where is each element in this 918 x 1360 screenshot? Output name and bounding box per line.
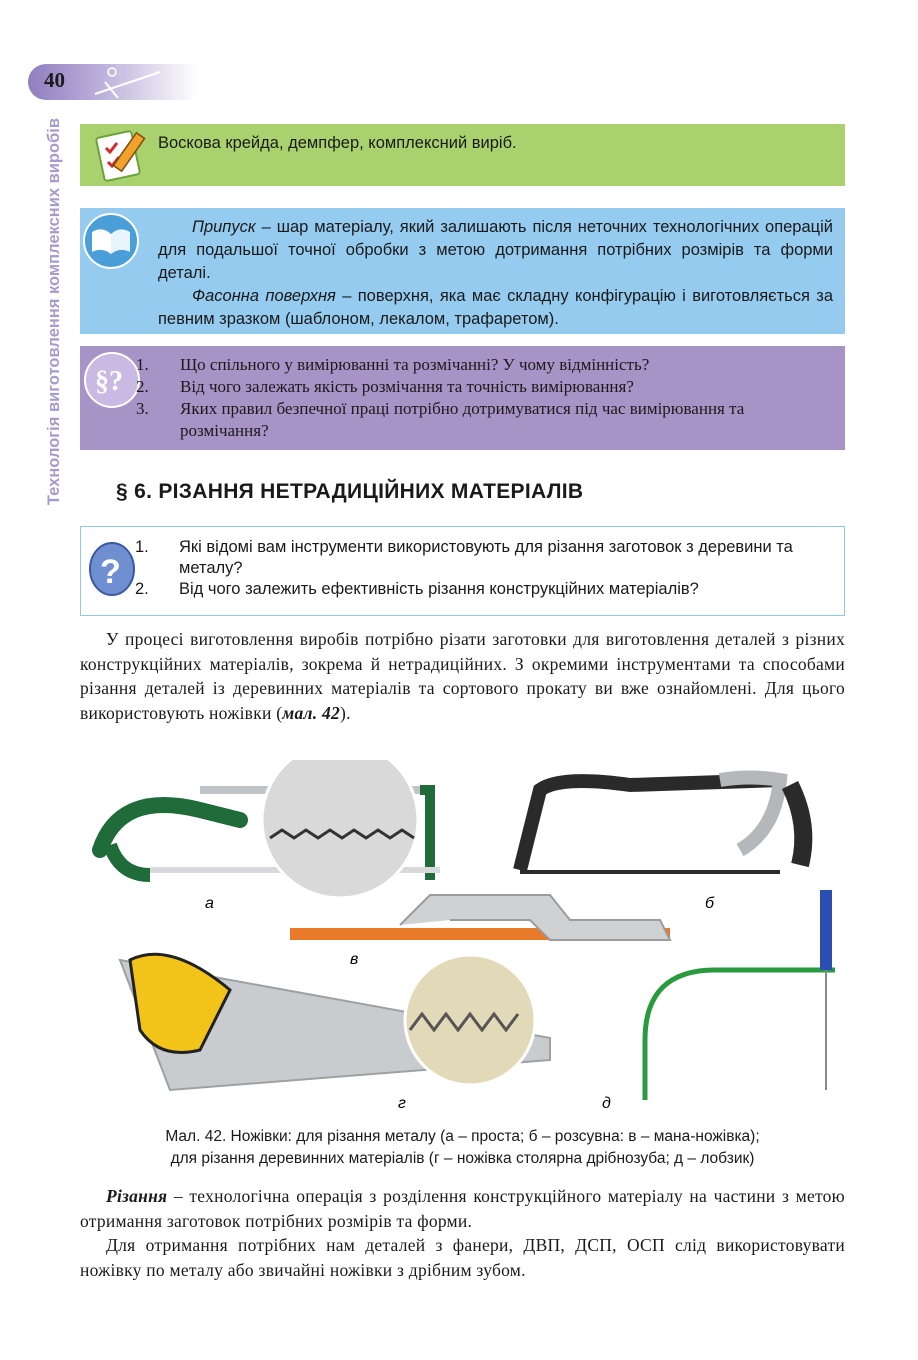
side-chapter-title bbox=[42, 118, 66, 598]
figure-label-d: д bbox=[602, 1095, 611, 1112]
svg-text:§?: §? bbox=[95, 366, 123, 397]
caption-line-1: Мал. 42. Ножівки: для різання металу (а – проста; б – розсувна: в – мана-ножівка); bbox=[165, 1128, 760, 1145]
figure-label-v: в bbox=[350, 951, 359, 968]
body-paragraph-2: Різання – технологічна операція з розділення конструкційного матеріалу на частини з метою отримання заготовок потрібних розмірів та форми. Для отримання потрібних нам деталей з фанери, ДВП, ДСП, ОСП слід використовувати ножівку по металу або звичайні ножівки з дрібним зубом. bbox=[80, 1184, 845, 1282]
intro-question: 2. Від чого залежить ефективність різання конструкційних матеріалів? bbox=[135, 580, 699, 598]
def-pripusk: – шар матеріалу, який залишають після неточних технологічних операцій для подальшої точної обробки з метою дотримання потрібних розмірів та форми деталі. bbox=[158, 218, 833, 282]
section-title: § 6. РІЗАННЯ НЕТРАДИЦІЙНИХ МАТЕРІАЛІВ bbox=[116, 480, 584, 503]
figure-reference: мал. 42 bbox=[282, 702, 341, 723]
tools-decoration-icon bbox=[90, 62, 180, 102]
hacksaw-adjustable-image bbox=[520, 778, 803, 873]
review-questions-list bbox=[136, 354, 834, 442]
term-rizannia: Різання bbox=[106, 1186, 168, 1206]
review-question: 1. Що спільного у вимірюванні та розмічанні? У чому відмінність? bbox=[136, 355, 650, 374]
caption-line-2: для різання деревинних матеріалів (г – ножівка столярна дрібнозуба; д – лобзик) bbox=[170, 1150, 755, 1167]
figure-label-a: а bbox=[205, 895, 214, 912]
term-fasonna: Фасонна поверхня bbox=[192, 287, 336, 305]
intro-question: 1. Які відомі вам інструменти використовують для різання заготовок з деревини та металу? bbox=[135, 538, 793, 577]
figure-label-g: г bbox=[398, 1095, 406, 1112]
teeth-zoom-g bbox=[405, 955, 535, 1085]
keywords-text: Воскова крейда, демпфер, комплексний виріб. bbox=[158, 134, 517, 152]
term-pripusk: Припуск bbox=[192, 218, 256, 236]
fretsaw-image bbox=[645, 890, 835, 1100]
svg-text:?: ? bbox=[100, 553, 121, 591]
figure-label-b: б bbox=[705, 895, 714, 912]
intro-questions-list bbox=[135, 537, 833, 600]
body-paragraph-1: У процесі виготовлення виробів потрібно різати заготовки для виготовлення деталей з різних конструкційних матеріалів, зокрема й нетрадиційних. З окремими інструментами та способами різання деталей із деревинних матеріалів та сортового прокату ви вже ознайомлені. Для цього використовують ножівки (мал. 42). bbox=[80, 629, 845, 723]
question-mark-icon bbox=[87, 539, 137, 597]
section-question-icon bbox=[82, 350, 142, 410]
teeth-zoom-a bbox=[262, 760, 418, 898]
keywords-box bbox=[80, 124, 845, 186]
figure-hacksaws bbox=[80, 760, 845, 1120]
review-questions-box bbox=[80, 346, 845, 450]
review-question: 2. Від чого залежать якість розмічання та точність вимірювання? bbox=[136, 377, 634, 396]
definitions-box bbox=[80, 208, 845, 334]
figure-caption bbox=[80, 1126, 845, 1170]
page-number: 40 bbox=[44, 68, 65, 92]
review-question: 3. Яких правил безпечної праці потрібно дотримуватися під час вимірювання та розмічання? bbox=[136, 399, 745, 440]
def-fasonna: – поверхня, яка має складну конфігурацію і виготовляється за певним зразком (шаблоном, лекалом, трафаретом). bbox=[158, 287, 833, 328]
intro-questions-box bbox=[80, 526, 845, 616]
checklist-pencil-icon bbox=[86, 126, 152, 186]
body-paragraph-3: Для отримання потрібних нам деталей з фанери, ДВП, ДСП, ОСП слід використовувати ножівку по металу або звичайні ножівки з дрібним зубом. bbox=[80, 1235, 845, 1280]
hacksaw-mini-image bbox=[290, 895, 670, 940]
side-chapter-title-text: Технологія виготовлення комплексних виробів bbox=[45, 118, 63, 506]
